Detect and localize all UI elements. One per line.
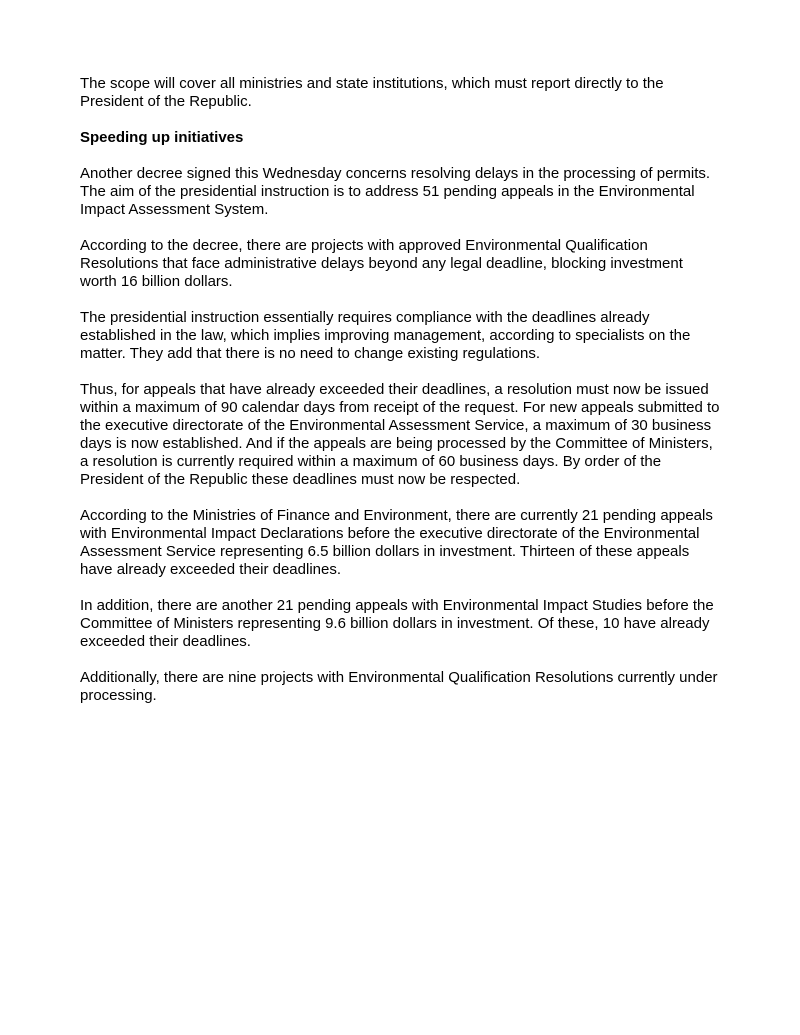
paragraph-processing-projects: Additionally, there are nine projects with Environmental Qualification Resolutions currently under processing. [80, 669, 718, 704]
section-heading: Speeding up initiatives [80, 129, 244, 146]
paragraph-ministries-report: According to the Ministries of Finance and Environment, there are currently 21 pending appeals with Environmental Impact Declarations before the executive directorate of the Environmental Assessment Service representing 6.5 billion dollars in investment. Thirteen of these appeals have already exceeded their deadlines. [80, 507, 713, 578]
document-page [80, 75, 720, 723]
paragraph-deadlines: Thus, for appeals that have already exceeded their deadlines, a resolution must now be issued within a maximum of 90 calendar days from receipt of the request. For new appeals submitted to the executive directorate of the Environmental Assessment Service, a maximum of 30 business days is now established. And if the appeals are being processed by the Committee of Ministers, a resolution is currently required within a maximum of 60 business days. By order of the President of the Republic these deadlines must now be respected. [80, 381, 720, 488]
paragraph-committee-appeals: In addition, there are another 21 pending appeals with Environmental Impact Studies before the Committee of Ministers representing 9.6 billion dollars in investment. Of these, 10 have already exceeded their deadlines. [80, 597, 714, 650]
paragraph-compliance: The presidential instruction essentially requires compliance with the deadlines already established in the law, which implies improving management, according to specialists on the matter. They add that there is no need to change existing regulations. [80, 309, 691, 362]
intro-paragraph: The scope will cover all ministries and state institutions, which must report directly to the President of the Republic. [80, 75, 664, 110]
paragraph-approved-projects: According to the decree, there are projects with approved Environmental Qualification Resolutions that face administrative delays beyond any legal deadline, blocking investment worth 16 billion dollars. [80, 237, 683, 290]
paragraph-decree-permits: Another decree signed this Wednesday concerns resolving delays in the processing of permits. The aim of the presidential instruction is to address 51 pending appeals in the Environmental Impact Assessment System. [80, 165, 711, 218]
